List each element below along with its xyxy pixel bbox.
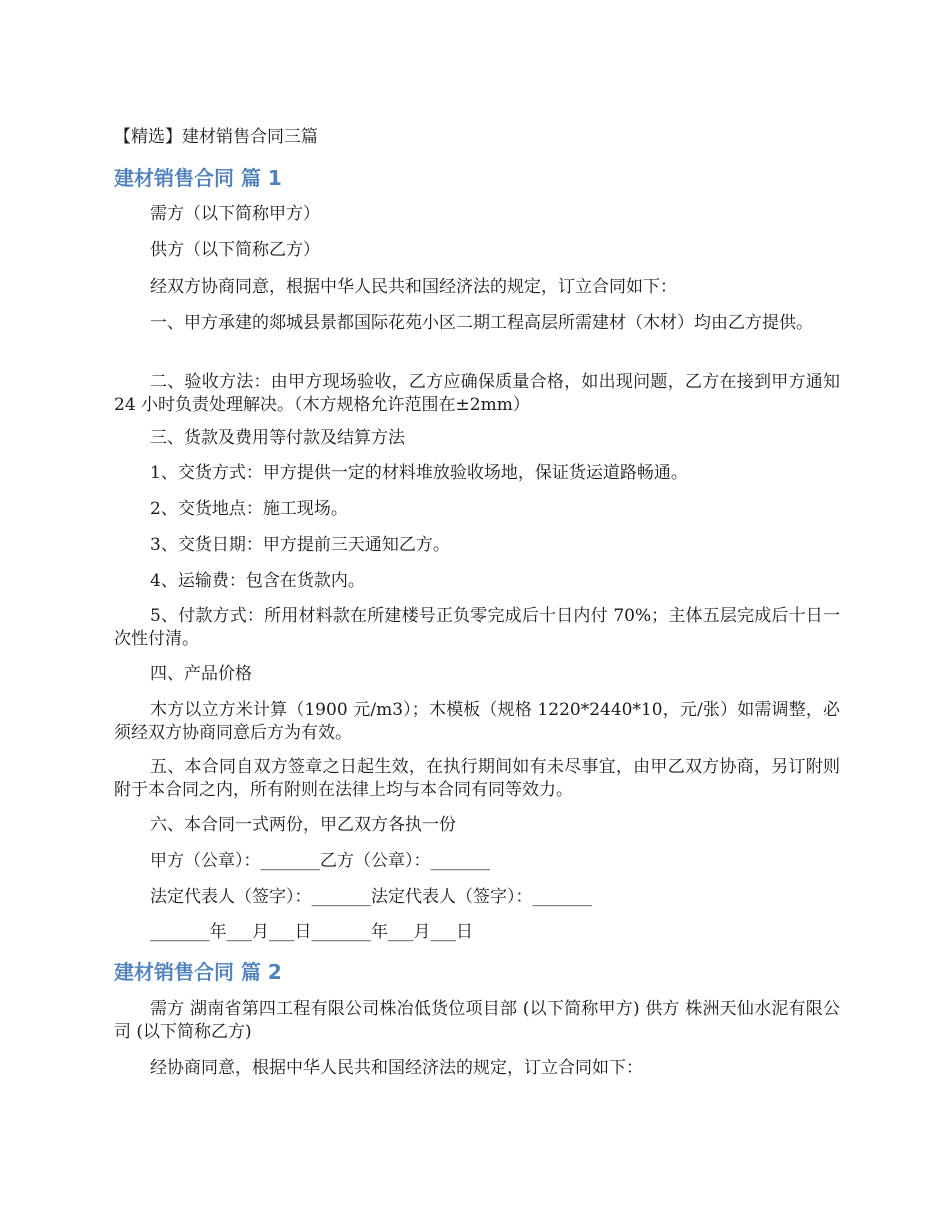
paragraph-preamble: 经双方协商同意，根据中华人民共和国经济法的规定，订立合同如下： — [150, 277, 677, 297]
section-1-heading: 建材销售合同 篇 1 — [114, 166, 282, 190]
section-2-heading: 建材销售合同 篇 2 — [114, 960, 282, 984]
paragraph-payment-method: 5、付款方式：所用材料款在所建楼号正负零完成后十日内付 70%；主体五层完成后十日一次性付清。 — [114, 606, 840, 649]
paragraph-parties-2: 需方 湖南省第四工程有限公司株冶低货位项目部 (以下简称甲方) 供方 株洲天仙水泥有限公司 (以下简称乙方) — [114, 999, 840, 1042]
signature-seal-line: 甲方（公章）：_______乙方（公章）：_______ — [150, 851, 490, 871]
paragraph-preamble-2: 经协商同意，根据中华人民共和国经济法的规定，订立合同如下： — [150, 1058, 643, 1078]
paragraph-freight: 4、运输费：包含在货款内。 — [150, 571, 365, 591]
document-title: 【精选】建材销售合同三篇 — [114, 127, 318, 147]
paragraph-clause-4: 四、产品价格 — [150, 664, 252, 684]
paragraph-supply-party: 供方（以下简称乙方） — [150, 240, 320, 260]
paragraph-clause-5: 五、本合同自双方签章之日起生效，在执行期间如有未尽事宜，由甲乙双方协商，另订附则附于本合同之内，所有附则在法律上均与本合同有同等效力。 — [114, 757, 840, 800]
paragraph-delivery-date: 3、交货日期：甲方提前三天通知乙方。 — [150, 535, 450, 555]
paragraph-clause-1: 一、甲方承建的郯城县景都国际花苑小区二期工程高层所需建材（木材）均由乙方提供。 — [150, 313, 813, 333]
signature-date-line: _______年___月___日_______年___月___日 — [150, 922, 473, 942]
signature-representative-line: 法定代表人（签字）：_______法定代表人（签字）：_______ — [150, 887, 592, 907]
paragraph-delivery-place: 2、交货地点：施工现场。 — [150, 499, 348, 519]
paragraph-demand-party: 需方（以下简称甲方） — [150, 204, 320, 224]
paragraph-delivery-method: 1、交货方式：甲方提供一定的材料堆放验收场地，保证货运道路畅通。 — [150, 463, 688, 483]
paragraph-pricing: 木方以立方米计算（1900 元/m3）；木模板（规格 1220*2440*10，元/张）如需调整，必须经双方协商同意后方为有效。 — [114, 700, 840, 743]
paragraph-clause-3: 三、货款及费用等付款及结算方法 — [150, 428, 405, 448]
paragraph-clause-6: 六、本合同一式两份，甲乙双方各执一份 — [150, 815, 456, 835]
paragraph-clause-2: 二、验收方法：由甲方现场验收，乙方应确保质量合格，如出现问题，乙方在接到甲方通知 24 小时负责处理解决。（木方规格允许范围在±2mm） — [114, 372, 840, 415]
